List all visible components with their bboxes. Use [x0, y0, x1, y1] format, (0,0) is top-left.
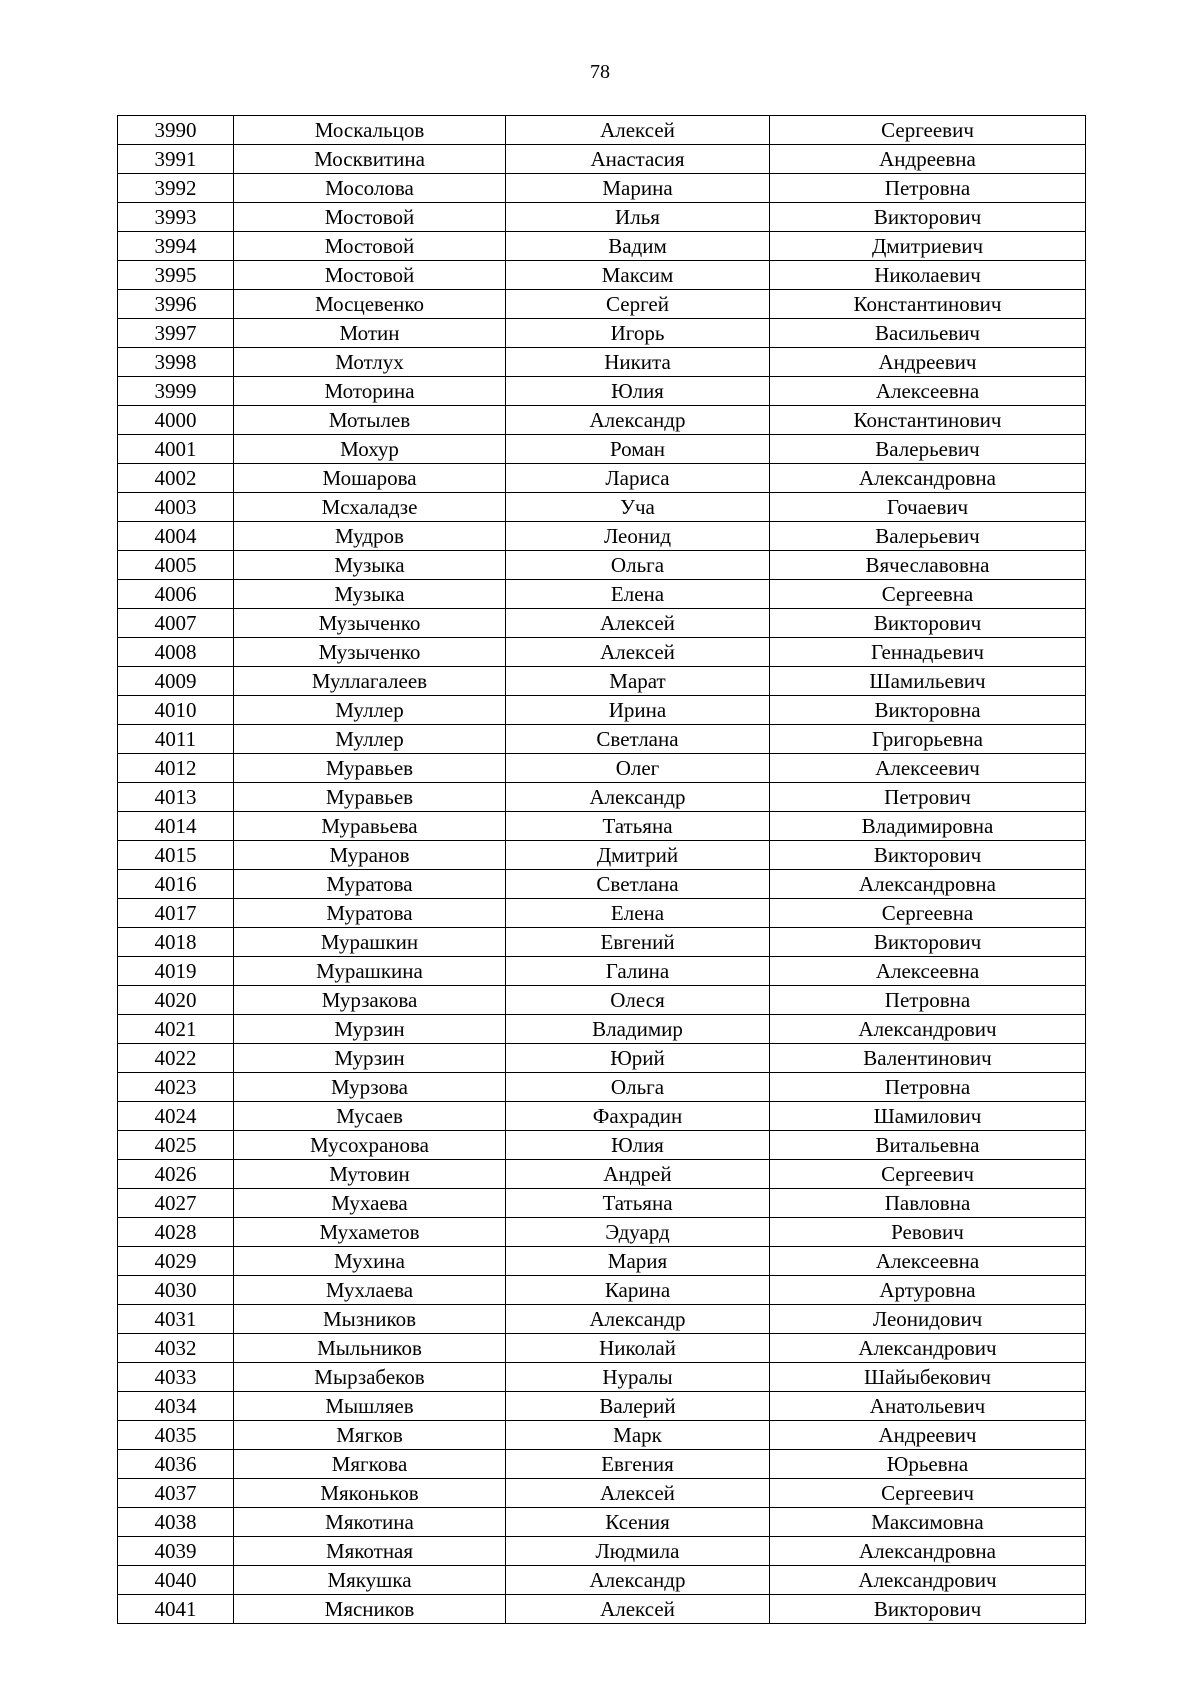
last-name-cell: Музыченко [234, 609, 506, 638]
first-name-cell: Вадим [506, 232, 770, 261]
first-name-cell: Андрей [506, 1160, 770, 1189]
patronymic-cell: Анатольевич [770, 1392, 1086, 1421]
table-row [118, 203, 1086, 232]
last-name-cell: Мурзова [234, 1073, 506, 1102]
last-name-cell: Мухлаева [234, 1276, 506, 1305]
first-name-cell: Олеся [506, 986, 770, 1015]
patronymic-cell: Владимировна [770, 812, 1086, 841]
first-name-cell: Лариса [506, 464, 770, 493]
patronymic-cell: Гочаевич [770, 493, 1086, 522]
table-row [118, 145, 1086, 174]
table-row [118, 609, 1086, 638]
row-number-cell: 4016 [118, 870, 234, 899]
row-number-cell: 4041 [118, 1595, 234, 1624]
patronymic-cell: Сергеевич [770, 116, 1086, 145]
first-name-cell: Алексей [506, 638, 770, 667]
patronymic-cell: Сергеевич [770, 1160, 1086, 1189]
table-row [118, 1479, 1086, 1508]
row-number-cell: 3997 [118, 319, 234, 348]
row-number-cell: 4035 [118, 1421, 234, 1450]
first-name-cell: Светлана [506, 870, 770, 899]
last-name-cell: Мыльников [234, 1334, 506, 1363]
table-row [118, 464, 1086, 493]
first-name-cell: Николай [506, 1334, 770, 1363]
last-name-cell: Мягков [234, 1421, 506, 1450]
patronymic-cell: Петрович [770, 783, 1086, 812]
first-name-cell: Юлия [506, 377, 770, 406]
first-name-cell: Эдуард [506, 1218, 770, 1247]
table-row [118, 232, 1086, 261]
row-number-cell: 4029 [118, 1247, 234, 1276]
last-name-cell: Мутовин [234, 1160, 506, 1189]
row-number-cell: 4007 [118, 609, 234, 638]
last-name-cell: Мошарова [234, 464, 506, 493]
table-row [118, 1450, 1086, 1479]
row-number-cell: 4009 [118, 667, 234, 696]
patronymic-cell: Викторович [770, 841, 1086, 870]
patronymic-cell: Андреевич [770, 1421, 1086, 1450]
table-row [118, 290, 1086, 319]
patronymic-cell: Сергеевич [770, 1479, 1086, 1508]
patronymic-cell: Александровна [770, 870, 1086, 899]
patronymic-cell: Андреевна [770, 145, 1086, 174]
first-name-cell: Марк [506, 1421, 770, 1450]
patronymic-cell: Григорьевна [770, 725, 1086, 754]
first-name-cell: Алексей [506, 1595, 770, 1624]
first-name-cell: Ольга [506, 1073, 770, 1102]
table-row [118, 1218, 1086, 1247]
patronymic-cell: Васильевич [770, 319, 1086, 348]
first-name-cell: Анастасия [506, 145, 770, 174]
table-row [118, 1392, 1086, 1421]
last-name-cell: Мурзакова [234, 986, 506, 1015]
patronymic-cell: Александрович [770, 1334, 1086, 1363]
row-number-cell: 4010 [118, 696, 234, 725]
table-row [118, 957, 1086, 986]
row-number-cell: 4005 [118, 551, 234, 580]
row-number-cell: 3994 [118, 232, 234, 261]
last-name-cell: Москвитина [234, 145, 506, 174]
last-name-cell: Мухаева [234, 1189, 506, 1218]
first-name-cell: Ольга [506, 551, 770, 580]
first-name-cell: Александр [506, 1566, 770, 1595]
last-name-cell: Мостовой [234, 203, 506, 232]
row-number-cell: 4037 [118, 1479, 234, 1508]
last-name-cell: Мосцевенко [234, 290, 506, 319]
row-number-cell: 4003 [118, 493, 234, 522]
first-name-cell: Олег [506, 754, 770, 783]
last-name-cell: Мсхаладзе [234, 493, 506, 522]
first-name-cell: Александр [506, 783, 770, 812]
row-number-cell: 4008 [118, 638, 234, 667]
table-row [118, 1421, 1086, 1450]
first-name-cell: Марина [506, 174, 770, 203]
table-row [118, 1131, 1086, 1160]
last-name-cell: Моторина [234, 377, 506, 406]
table-row [118, 1044, 1086, 1073]
patronymic-cell: Ревович [770, 1218, 1086, 1247]
last-name-cell: Мяконьков [234, 1479, 506, 1508]
first-name-cell: Светлана [506, 725, 770, 754]
patronymic-cell: Валентинович [770, 1044, 1086, 1073]
patronymic-cell: Константинович [770, 406, 1086, 435]
table-row [118, 1189, 1086, 1218]
names-table [117, 115, 1086, 1624]
page-number: 78 [590, 61, 610, 83]
table-row [118, 1073, 1086, 1102]
first-name-cell: Евгения [506, 1450, 770, 1479]
patronymic-cell: Геннадьевич [770, 638, 1086, 667]
last-name-cell: Мохур [234, 435, 506, 464]
table-row [118, 899, 1086, 928]
table-row [118, 1305, 1086, 1334]
patronymic-cell: Алексеевна [770, 1247, 1086, 1276]
first-name-cell: Юрий [506, 1044, 770, 1073]
patronymic-cell: Юрьевна [770, 1450, 1086, 1479]
table-row [118, 1160, 1086, 1189]
table-row [118, 493, 1086, 522]
patronymic-cell: Витальевна [770, 1131, 1086, 1160]
row-number-cell: 4004 [118, 522, 234, 551]
table-row [118, 638, 1086, 667]
first-name-cell: Елена [506, 899, 770, 928]
last-name-cell: Мотин [234, 319, 506, 348]
patronymic-cell: Алексеевна [770, 957, 1086, 986]
last-name-cell: Мосолова [234, 174, 506, 203]
patronymic-cell: Алексеевна [770, 377, 1086, 406]
table-row [118, 580, 1086, 609]
last-name-cell: Муллер [234, 696, 506, 725]
last-name-cell: Мусаев [234, 1102, 506, 1131]
first-name-cell: Сергей [506, 290, 770, 319]
row-number-cell: 4002 [118, 464, 234, 493]
first-name-cell: Алексей [506, 1479, 770, 1508]
row-number-cell: 4032 [118, 1334, 234, 1363]
first-name-cell: Алексей [506, 116, 770, 145]
last-name-cell: Мышляев [234, 1392, 506, 1421]
first-name-cell: Татьяна [506, 812, 770, 841]
last-name-cell: Муратова [234, 899, 506, 928]
table-row [118, 1015, 1086, 1044]
table-row [118, 1595, 1086, 1624]
row-number-cell: 4017 [118, 899, 234, 928]
patronymic-cell: Шамильевич [770, 667, 1086, 696]
patronymic-cell: Вячеславовна [770, 551, 1086, 580]
patronymic-cell: Александровна [770, 1537, 1086, 1566]
table-row [118, 522, 1086, 551]
table-row [118, 377, 1086, 406]
last-name-cell: Музыка [234, 551, 506, 580]
last-name-cell: Мурзин [234, 1015, 506, 1044]
row-number-cell: 4015 [118, 841, 234, 870]
last-name-cell: Муранов [234, 841, 506, 870]
last-name-cell: Мудров [234, 522, 506, 551]
table-row [118, 551, 1086, 580]
row-number-cell: 4036 [118, 1450, 234, 1479]
first-name-cell: Роман [506, 435, 770, 464]
last-name-cell: Москальцов [234, 116, 506, 145]
patronymic-cell: Петровна [770, 174, 1086, 203]
table-row [118, 725, 1086, 754]
first-name-cell: Галина [506, 957, 770, 986]
first-name-cell: Людмила [506, 1537, 770, 1566]
last-name-cell: Муравьев [234, 783, 506, 812]
row-number-cell: 4030 [118, 1276, 234, 1305]
last-name-cell: Мягкова [234, 1450, 506, 1479]
first-name-cell: Алексей [506, 609, 770, 638]
table-row [118, 406, 1086, 435]
last-name-cell: Мухаметов [234, 1218, 506, 1247]
last-name-cell: Мякотная [234, 1537, 506, 1566]
row-number-cell: 4038 [118, 1508, 234, 1537]
patronymic-cell: Петровна [770, 986, 1086, 1015]
last-name-cell: Муратова [234, 870, 506, 899]
last-name-cell: Мурашкина [234, 957, 506, 986]
last-name-cell: Муллер [234, 725, 506, 754]
row-number-cell: 4033 [118, 1363, 234, 1392]
row-number-cell: 4001 [118, 435, 234, 464]
last-name-cell: Мухина [234, 1247, 506, 1276]
last-name-cell: Мякушка [234, 1566, 506, 1595]
first-name-cell: Татьяна [506, 1189, 770, 1218]
first-name-cell: Леонид [506, 522, 770, 551]
first-name-cell: Ксения [506, 1508, 770, 1537]
row-number-cell: 4028 [118, 1218, 234, 1247]
patronymic-cell: Алексеевич [770, 754, 1086, 783]
table-row [118, 1537, 1086, 1566]
row-number-cell: 3996 [118, 290, 234, 319]
first-name-cell: Юлия [506, 1131, 770, 1160]
patronymic-cell: Артуровна [770, 1276, 1086, 1305]
row-number-cell: 3999 [118, 377, 234, 406]
table-row [118, 754, 1086, 783]
last-name-cell: Мотлух [234, 348, 506, 377]
table-row [118, 812, 1086, 841]
table-row [118, 870, 1086, 899]
last-name-cell: Мурашкин [234, 928, 506, 957]
patronymic-cell: Шамилович [770, 1102, 1086, 1131]
patronymic-cell: Петровна [770, 1073, 1086, 1102]
patronymic-cell: Александрович [770, 1015, 1086, 1044]
patronymic-cell: Леонидович [770, 1305, 1086, 1334]
row-number-cell: 4013 [118, 783, 234, 812]
patronymic-cell: Максимовна [770, 1508, 1086, 1537]
patronymic-cell: Дмитриевич [770, 232, 1086, 261]
table-body [118, 116, 1086, 1624]
first-name-cell: Игорь [506, 319, 770, 348]
row-number-cell: 4021 [118, 1015, 234, 1044]
row-number-cell: 4024 [118, 1102, 234, 1131]
table-row [118, 319, 1086, 348]
table-row [118, 667, 1086, 696]
row-number-cell: 3995 [118, 261, 234, 290]
first-name-cell: Нуралы [506, 1363, 770, 1392]
patronymic-cell: Викторович [770, 203, 1086, 232]
last-name-cell: Мурзин [234, 1044, 506, 1073]
table-row [118, 116, 1086, 145]
table-row [118, 1276, 1086, 1305]
last-name-cell: Мотылев [234, 406, 506, 435]
first-name-cell: Александр [506, 406, 770, 435]
table-row [118, 1247, 1086, 1276]
table-row [118, 841, 1086, 870]
table-row [118, 174, 1086, 203]
row-number-cell: 4020 [118, 986, 234, 1015]
patronymic-cell: Константинович [770, 290, 1086, 319]
row-number-cell: 4025 [118, 1131, 234, 1160]
row-number-cell: 4040 [118, 1566, 234, 1595]
last-name-cell: Муравьева [234, 812, 506, 841]
table-row [118, 1102, 1086, 1131]
table-row [118, 1508, 1086, 1537]
first-name-cell: Фахрадин [506, 1102, 770, 1131]
row-number-cell: 4019 [118, 957, 234, 986]
first-name-cell: Владимир [506, 1015, 770, 1044]
row-number-cell: 3991 [118, 145, 234, 174]
row-number-cell: 4031 [118, 1305, 234, 1334]
row-number-cell: 3992 [118, 174, 234, 203]
first-name-cell: Карина [506, 1276, 770, 1305]
row-number-cell: 4039 [118, 1537, 234, 1566]
table-row [118, 696, 1086, 725]
row-number-cell: 4018 [118, 928, 234, 957]
table-row [118, 261, 1086, 290]
row-number-cell: 4011 [118, 725, 234, 754]
patronymic-cell: Викторович [770, 1595, 1086, 1624]
patronymic-cell: Андреевич [770, 348, 1086, 377]
table-row [118, 928, 1086, 957]
table-row [118, 1363, 1086, 1392]
table-row [118, 435, 1086, 464]
last-name-cell: Музыка [234, 580, 506, 609]
table-row [118, 348, 1086, 377]
first-name-cell: Валерий [506, 1392, 770, 1421]
row-number-cell: 4014 [118, 812, 234, 841]
last-name-cell: Мостовой [234, 232, 506, 261]
patronymic-cell: Александрович [770, 1566, 1086, 1595]
patronymic-cell: Николаевич [770, 261, 1086, 290]
patronymic-cell: Александровна [770, 464, 1086, 493]
first-name-cell: Уча [506, 493, 770, 522]
patronymic-cell: Павловна [770, 1189, 1086, 1218]
first-name-cell: Илья [506, 203, 770, 232]
row-number-cell: 3993 [118, 203, 234, 232]
first-name-cell: Марат [506, 667, 770, 696]
patronymic-cell: Сергеевна [770, 580, 1086, 609]
first-name-cell: Дмитрий [506, 841, 770, 870]
last-name-cell: Муравьев [234, 754, 506, 783]
patronymic-cell: Шайыбекович [770, 1363, 1086, 1392]
last-name-cell: Мырзабеков [234, 1363, 506, 1392]
first-name-cell: Александр [506, 1305, 770, 1334]
first-name-cell: Евгений [506, 928, 770, 957]
table-row [118, 986, 1086, 1015]
table-row [118, 783, 1086, 812]
row-number-cell: 4023 [118, 1073, 234, 1102]
first-name-cell: Ирина [506, 696, 770, 725]
patronymic-cell: Викторовна [770, 696, 1086, 725]
row-number-cell: 4012 [118, 754, 234, 783]
last-name-cell: Музыченко [234, 638, 506, 667]
last-name-cell: Мызников [234, 1305, 506, 1334]
row-number-cell: 4022 [118, 1044, 234, 1073]
last-name-cell: Мостовой [234, 261, 506, 290]
first-name-cell: Елена [506, 580, 770, 609]
table-row [118, 1334, 1086, 1363]
row-number-cell: 4006 [118, 580, 234, 609]
last-name-cell: Муллагалеев [234, 667, 506, 696]
patronymic-cell: Викторович [770, 928, 1086, 957]
patronymic-cell: Валерьевич [770, 522, 1086, 551]
patronymic-cell: Викторович [770, 609, 1086, 638]
first-name-cell: Никита [506, 348, 770, 377]
row-number-cell: 3998 [118, 348, 234, 377]
patronymic-cell: Валерьевич [770, 435, 1086, 464]
row-number-cell: 4026 [118, 1160, 234, 1189]
patronymic-cell: Сергеевна [770, 899, 1086, 928]
row-number-cell: 4000 [118, 406, 234, 435]
row-number-cell: 3990 [118, 116, 234, 145]
last-name-cell: Мусохранова [234, 1131, 506, 1160]
first-name-cell: Максим [506, 261, 770, 290]
first-name-cell: Мария [506, 1247, 770, 1276]
row-number-cell: 4027 [118, 1189, 234, 1218]
row-number-cell: 4034 [118, 1392, 234, 1421]
table-row [118, 1566, 1086, 1595]
last-name-cell: Мякотина [234, 1508, 506, 1537]
last-name-cell: Мясников [234, 1595, 506, 1624]
